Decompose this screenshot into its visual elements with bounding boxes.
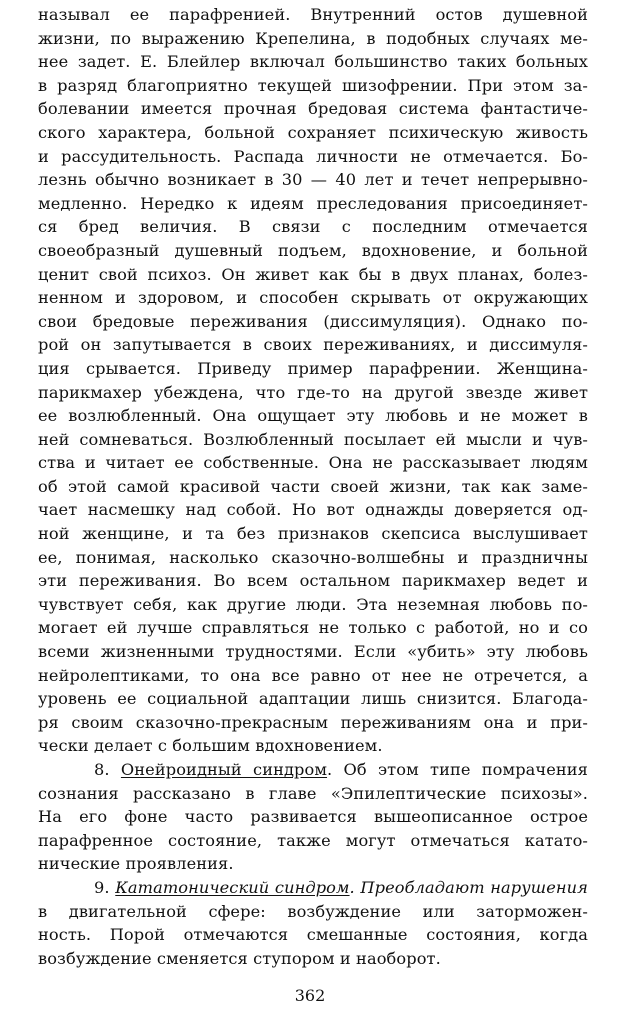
text-line: в разряд благоприятно текущей шизофрении. При этом за-	[38, 75, 588, 95]
text-line: ее, понимая, насколько сказочно-волшебны и праздничны	[38, 547, 588, 567]
text-line: всеми жизненными трудностями. Если «убить» эту любовь	[38, 642, 588, 662]
text-line: свои бредовые переживания (диссимуляция). Однако по-	[38, 311, 588, 331]
text-line: возбуждение сменяется ступором и наоборот.	[38, 948, 441, 968]
text-line: медленно. Нередко к идеям преследования присоединяет-	[38, 193, 588, 213]
text-line: ся бред величия. В связи с последним отмечается	[38, 217, 588, 237]
text-line: и рассудительность. Распада личности не отмечается. Бо-	[38, 146, 588, 166]
text-line: нее задет. Е. Блейлер включал большинство таких больных	[38, 52, 588, 72]
text-line: уровень ее социальной адаптации лишь снизится. Благода-	[38, 689, 588, 709]
text-line: ценит свой психоз. Он живет как бы в двух планах, болез-	[38, 264, 588, 284]
text-line: ной женщине, и та без признаков скепсиса выслушивает	[38, 524, 588, 544]
text-line: в двигательной сфере: возбуждение или заторможен-	[38, 901, 588, 921]
text-line: парикмахер убеждена, что где-то на другой звезде живет	[38, 382, 588, 402]
body-text	[38, 3, 588, 970]
text-line: эти переживания. Во всем остальном парикмахер ведет и	[38, 571, 588, 591]
text-line: своеобразный душевный подъем, вдохновение, и больной	[38, 240, 588, 260]
section-9-heading: Кататонический синдром	[115, 877, 350, 897]
text-line: чает насмешку над собой. Но вот однажды доверяется од-	[38, 500, 588, 520]
text-line: нические проявления.	[38, 854, 234, 874]
page-number: 362	[294, 986, 326, 1005]
text-line: об этой самой красивой части своей жизни, так как заме-	[38, 476, 588, 496]
text-line: ненном и здоровом, и способен скрывать от окружающих	[38, 288, 588, 308]
section-8-first-line	[38, 758, 588, 782]
text-line: сознания рассказано в главе «Эпилептические психозы».	[38, 783, 588, 803]
text-line: лезнь обычно возникает в 30 — 40 лет и течет непрерывно-	[38, 170, 588, 190]
text-line: ней сомневаться. Возлюбленный посылает ей мысли и чув-	[38, 429, 588, 449]
section-9-number: 9.	[94, 877, 110, 897]
text-line: чувствует себя, как другие люди. Эта неземная любовь по-	[38, 594, 588, 614]
section-8-lead: . Об этом типе помрачения	[327, 760, 588, 779]
section-8-number: 8.	[94, 760, 110, 779]
text-line: болевании имеется прочная бредовая система фантастиче-	[38, 99, 588, 119]
text-line: могает ей лучше справляться не только с работой, но и со	[38, 618, 588, 638]
text-line: ства и читает ее собственные. Она не рассказывает людям	[38, 453, 588, 473]
text-line: На его фоне часто развивается вышеописанное острое	[38, 807, 588, 827]
text-line: жизни, по выражению Крепелина, в подобных случаях ме-	[38, 28, 588, 48]
text-line: рой он запутывается в своих переживаниях, и диссимуля-	[38, 335, 588, 355]
section-8-heading: Онейроидный синдром	[120, 760, 328, 779]
text-line: чески делает с большим вдохновением.	[38, 736, 383, 756]
section-9-lead: . Преобладают нарушения	[349, 877, 588, 897]
text-line: ция срывается. Приведу пример парафрении. Женщина-	[38, 358, 588, 378]
text-line: ее возлюбленный. Она ощущает эту любовь и не может в	[38, 406, 588, 426]
text-line: ского характера, больной сохраняет психическую живость	[38, 122, 588, 142]
section-9-first-line	[38, 876, 588, 900]
text-line: нейролептиками, то она все равно от нее не отречется, а	[38, 665, 588, 685]
text-line: ность. Порой отмечаются смешанные состояния, когда	[38, 925, 588, 945]
text-line: называл ее парафренией. Внутренний остов душевной	[38, 5, 588, 24]
text-line: ря своим сказочно-прекрасным переживаниям она и при-	[38, 712, 588, 732]
text-line: парафренное состояние, также могут отмечаться катато-	[38, 830, 588, 850]
